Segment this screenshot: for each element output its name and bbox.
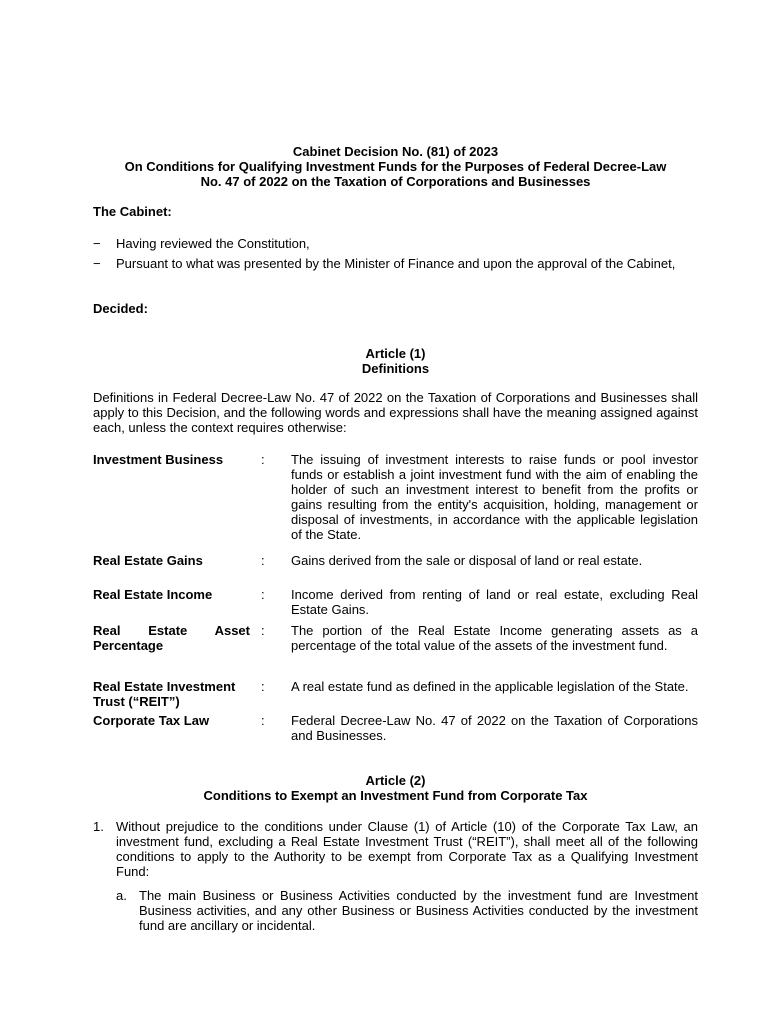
title-line: Cabinet Decision No. (81) of 2023	[292, 144, 499, 159]
definition-text: The portion of the Real Estate Income generating assets as a percentage of the total value of the assets of the investment fund.	[291, 623, 698, 653]
preamble-item	[93, 256, 698, 271]
clause-text: Without prejudice to the conditions under Clause (1) of Article (10) of the Corporate Tax Law, an investment fund, excluding a Real Estate Investment Trust (“REIT”), shall meet all of the following conditions to apply to the Authority to be exempt from Corporate Tax as a Qualifying Investment Fund:	[116, 819, 698, 879]
sub-clause-letter: a.	[116, 888, 127, 903]
preamble-item-text: Pursuant to what was presented by the Minister of Finance and upon the approval of the Cabinet,	[116, 256, 676, 271]
article-2-heading	[93, 773, 698, 803]
definition-colon: :	[261, 679, 265, 694]
definition-term	[93, 679, 250, 709]
sub-clause-text: The main Business or Business Activities conducted by the investment fund are Investment Business activities, and any other Business or Business Activities conducted by the investment fund are ancillary or incidental.	[139, 888, 698, 933]
preamble-item	[93, 236, 698, 251]
definition-text: Income derived from renting of land or real estate, excluding Real Estate Gains.	[291, 587, 698, 617]
definition-term-line: Real Estate Asset	[93, 623, 250, 638]
article-number: Article (1)	[365, 346, 426, 361]
definition-text: The issuing of investment interests to raise funds or pool investor funds or establish a joint investment fund with the aim of enabling the holder of such an investment interest to benefit from the profits or gains resulting from the entity's acquisition, holding, management or disposal of investments, in accordance with the applicable legislation of the State.	[291, 452, 698, 542]
definition-text: Federal Decree-Law No. 47 of 2022 on the Taxation of Corporations and Businesses.	[291, 713, 698, 743]
sub-clause-item	[116, 888, 698, 933]
definitions-intro: Definitions in Federal Decree-Law No. 47 of 2022 on the Taxation of Corporations and Businesses shall apply to this Decision, and the following words and expressions shall have the meaning assigned against each, unless the context requires otherwise:	[93, 390, 698, 435]
definition-colon: :	[261, 587, 265, 602]
decision-title	[93, 144, 698, 189]
definition-colon: :	[261, 452, 265, 467]
article-title: Conditions to Exempt an Investment Fund from Corporate Tax	[203, 788, 588, 803]
clause-item	[93, 819, 698, 879]
definition-term: Real Estate Income	[93, 587, 213, 602]
subtitle-line-2: No. 47 of 2022 on the Taxation of Corporations and Businesses	[200, 174, 591, 189]
preamble-item-text: Having reviewed the Constitution,	[116, 236, 310, 251]
article-number: Article (2)	[365, 773, 426, 788]
definition-term: Investment Business	[93, 452, 224, 467]
dash-marker: −	[93, 236, 101, 251]
definition-text: A real estate fund as defined in the applicable legislation of the State.	[291, 679, 689, 694]
definition-colon: :	[261, 623, 265, 638]
definition-term-line: Percentage	[93, 638, 164, 653]
definition-term: Corporate Tax Law	[93, 713, 210, 728]
definition-colon: :	[261, 553, 265, 568]
definition-term-line: Trust (“REIT”)	[93, 694, 180, 709]
clause-number: 1.	[93, 819, 104, 834]
definition-text: Gains derived from the sale or disposal of land or real estate.	[291, 553, 643, 568]
dash-marker: −	[93, 256, 101, 271]
definition-term	[93, 623, 250, 653]
decided-label: Decided:	[93, 301, 148, 316]
subtitle-line-1: On Conditions for Qualifying Investment Funds for the Purposes of Federal Decree-Law	[124, 159, 667, 174]
definition-term-line: Real Estate Investment	[93, 679, 236, 694]
article-1-heading	[93, 346, 698, 376]
definition-term: Real Estate Gains	[93, 553, 203, 568]
definition-colon: :	[261, 713, 265, 728]
article-title: Definitions	[361, 361, 430, 376]
cabinet-label: The Cabinet:	[93, 204, 172, 219]
